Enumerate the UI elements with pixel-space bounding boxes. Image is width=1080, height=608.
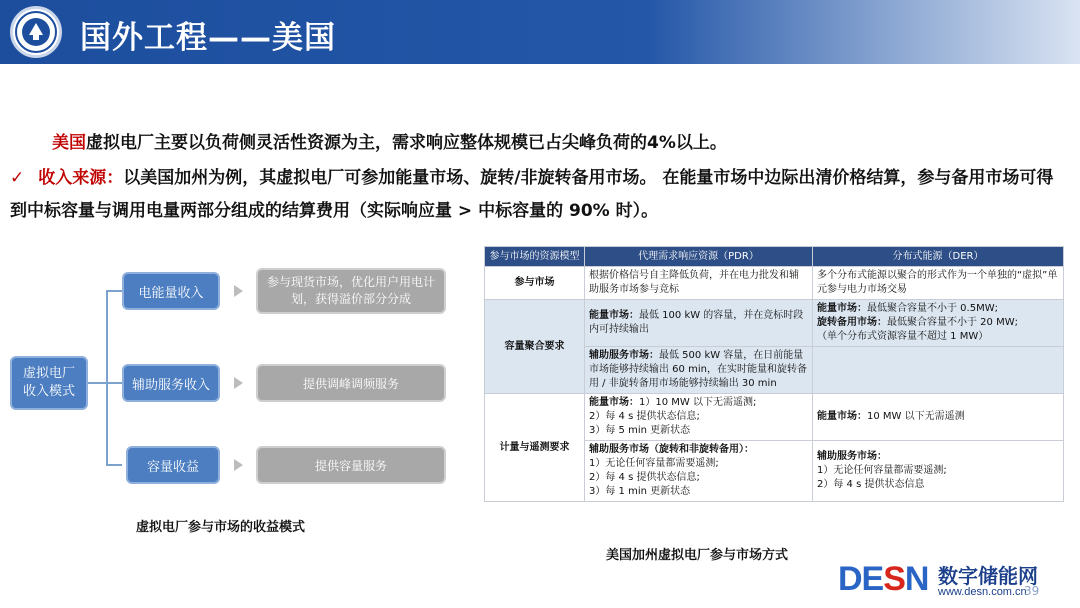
cell-text: 最低聚合容量不小于 20 MW; (887, 317, 1018, 328)
cell-text: 最低聚合容量不小于 0.5MW; (867, 303, 998, 314)
watermark-url: www.desn.com.cn (938, 586, 1027, 598)
brand-part: DE (838, 560, 884, 598)
cell-pdr-market: 根据价格信号自主降低负荷，并在电力批发和辅助服务市场参与竞标 (585, 267, 813, 300)
branch-capacity-detail: 提供容量服务 (256, 446, 446, 484)
desn-logo (838, 560, 928, 599)
intro-text: 虚拟电厂主要以负荷侧灵活性资源为主，需求响应整体规模已占尖峰负荷的4%以上。 (86, 133, 727, 153)
cell-text: 1）无论任何容量都需要遥测; (589, 458, 719, 469)
income-text: 以美国加州为例，其虚拟电厂可参加能量市场、旋转/非旋转备用市场。 在能量市场中边际出清价格结算，参与备用市场可得到中标容量与调用电量两部分组成的结算费用（实际响应量 > 中标容量的 90% 时）。 (10, 168, 1054, 221)
table-header-cell: 参与市场的资源模型 (485, 247, 585, 267)
row-head-market: 参与市场 (485, 267, 585, 300)
university-logo-icon (10, 6, 62, 58)
market-table (484, 246, 1064, 502)
connector-line (106, 290, 108, 466)
cell-text: 10 MW 以下无需遥测 (867, 411, 965, 422)
checkmark-icon: ✓ (10, 168, 25, 188)
table-caption: 美国加州虚拟电厂参与市场方式 (606, 548, 789, 563)
branch-ancillary-box: 辅助服务收入 (122, 364, 220, 402)
brand-part: N (904, 560, 929, 598)
table-row (485, 394, 1064, 441)
diagram-caption: 虚拟电厂参与市场的收益模式 (136, 520, 306, 535)
connector-line (106, 464, 122, 466)
header-bar (0, 0, 1080, 64)
cell-text: 1）10 MW 以下无需遥测; (639, 397, 757, 408)
income-paragraph (10, 162, 1070, 228)
cell-text: 2）每 4 s 提供状态信息; (589, 472, 700, 483)
page-number: 39 (1024, 584, 1040, 598)
row-head-capacity: 容量聚合要求 (485, 300, 585, 394)
table-row (485, 300, 1064, 347)
cell-label: 辅助服务市场： (589, 350, 659, 361)
cell-text: 最低 500 kW 容量，在日前能量市场能够持续输出 60 min，在实时能量和旋转备用 / 非旋转备用市场能够持续输出 30 min (589, 350, 807, 389)
cell-label: 能量市场： (589, 397, 639, 408)
table-row (485, 267, 1064, 300)
cell-der-market: 多个分布式能源以聚合的形式作为一个单独的“虚拟”单元参与电力市场交易 (813, 267, 1064, 300)
cell-text: （单个分布式资源容量不超过 1 MW） (817, 331, 989, 342)
branch-capacity-box: 容量收益 (126, 446, 220, 484)
cell-der-capacity (813, 300, 1064, 347)
brand-part: S (883, 560, 905, 598)
cell-text: 2）每 4 s 提供状态信息 (817, 479, 925, 490)
branch-energy-box: 电能量收入 (122, 272, 220, 310)
cell-label: 能量市场： (817, 411, 867, 422)
revenue-diagram (0, 260, 470, 540)
cell-label: 能量市场： (589, 310, 639, 321)
cell-pdr-capacity-ancillary (585, 347, 813, 394)
branch-energy-detail: 参与现货市场，优化用户用电计划，获得溢价部分分成 (256, 268, 446, 314)
cell-pdr-capacity-energy (585, 300, 813, 347)
row-head-metering: 计量与遥测要求 (485, 394, 585, 502)
desn-watermark (838, 556, 1078, 606)
arrow-icon (234, 285, 243, 297)
connector-line (106, 382, 122, 384)
cell-der-metering-ancillary (813, 441, 1064, 502)
branch-ancillary-detail: 提供调峰调频服务 (256, 364, 446, 402)
cell-label: 能量市场： (817, 303, 867, 314)
table-header-row (485, 247, 1064, 267)
diagram-root-box: 虚拟电厂 收入模式 (10, 356, 88, 410)
arrow-icon (234, 459, 243, 471)
table-header-cell: 代理需求响应资源（PDR） (585, 247, 813, 267)
income-label: 收入来源： (38, 168, 124, 188)
cell-text: 2）每 4 s 提供状态信息; (589, 411, 700, 422)
intro-line (52, 128, 727, 153)
cell-text: 3）每 5 min 更新状态 (589, 425, 691, 436)
cell-label: 辅助服务市场（旋转和非旋转备用）： (589, 444, 754, 455)
cell-der-metering-energy (813, 394, 1064, 441)
cell-text: 1）无论任何容量都需要遥测; (817, 465, 947, 476)
connector-line (106, 290, 122, 292)
cell-label: 辅助服务市场： (817, 451, 887, 462)
cell-pdr-metering-ancillary (585, 441, 813, 502)
arrow-icon (234, 377, 243, 389)
cell-label: 旋转备用市场： (817, 317, 887, 328)
cell-text: 3）每 1 min 更新状态 (589, 486, 691, 497)
cell-text: 最低 100 kW 的容量，并在竞标时段内可持续输出 (589, 310, 804, 335)
page-title: 国外工程——美国 (80, 20, 336, 56)
intro-red-prefix: 美国 (52, 133, 86, 153)
cell-pdr-metering-energy (585, 394, 813, 441)
cell-der-capacity-empty (813, 347, 1064, 394)
connector-line (88, 382, 106, 384)
table-header-cell: 分布式能源（DER） (813, 247, 1064, 267)
watermark-cn-name: 数字储能网 (938, 564, 1038, 588)
